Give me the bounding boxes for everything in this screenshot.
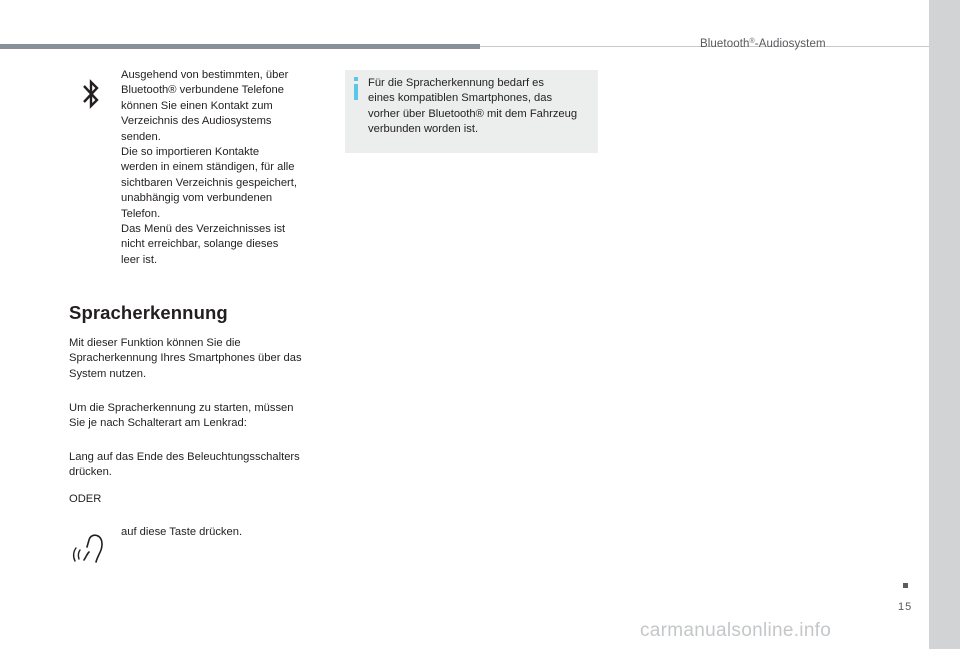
or-label: ODER <box>69 493 102 505</box>
page-number: 15 <box>898 601 913 613</box>
info-box <box>345 70 598 153</box>
chapter-title-main: Bluetooth <box>700 38 750 50</box>
watermark: carmanualsonline.info <box>640 620 832 641</box>
info-box-text: Für die Spracherkennung bedarf es eines kompatiblen Smartphones, das vorher über Bluetooth® mit dem Fahrzeug verbunden worden ist. <box>368 77 578 136</box>
header-rule-dark <box>0 44 480 49</box>
section-paragraph-2: Um die Spracherkennung zu starten, müssen Sie je nach Schalterart am Lenkrad: <box>69 402 294 430</box>
bluetooth-contacts-note: Ausgehend von bestimmten, über Bluetooth® verbundene Telefone können Sie einen Kontakt zum Verzeichnis des Audiosystems senden. Die so importieren Kontakte werden in einem ständigen, für alle sichtbaren Verzeichnis gespeichert, unabhängig vom verbundenen Telefon. Das Menü des Verzeichnisses ist nicht erreichbar, solange dieses leer ist. <box>121 69 297 266</box>
chapter-title <box>700 38 900 50</box>
voice-command-icon <box>72 530 108 566</box>
registered-mark: ® <box>749 38 755 45</box>
bluetooth-icon <box>80 76 102 112</box>
info-icon-dot <box>354 77 358 81</box>
button-instruction: auf diese Taste drücken. <box>121 526 243 538</box>
info-icon <box>354 84 358 100</box>
section-paragraph-3: Lang auf das Ende des Beleuchtungsschalters drücken. <box>69 451 300 479</box>
section-paragraph-1: Mit dieser Funktion können Sie die Spracherkennung Ihres Smartphones über das System nutzen. <box>69 337 302 380</box>
chapter-title-suffix: -Audiosystem <box>754 38 826 50</box>
section-title: Spracherkennung <box>69 302 228 323</box>
side-margin-strip <box>929 0 960 649</box>
end-of-section-marker <box>903 583 908 588</box>
